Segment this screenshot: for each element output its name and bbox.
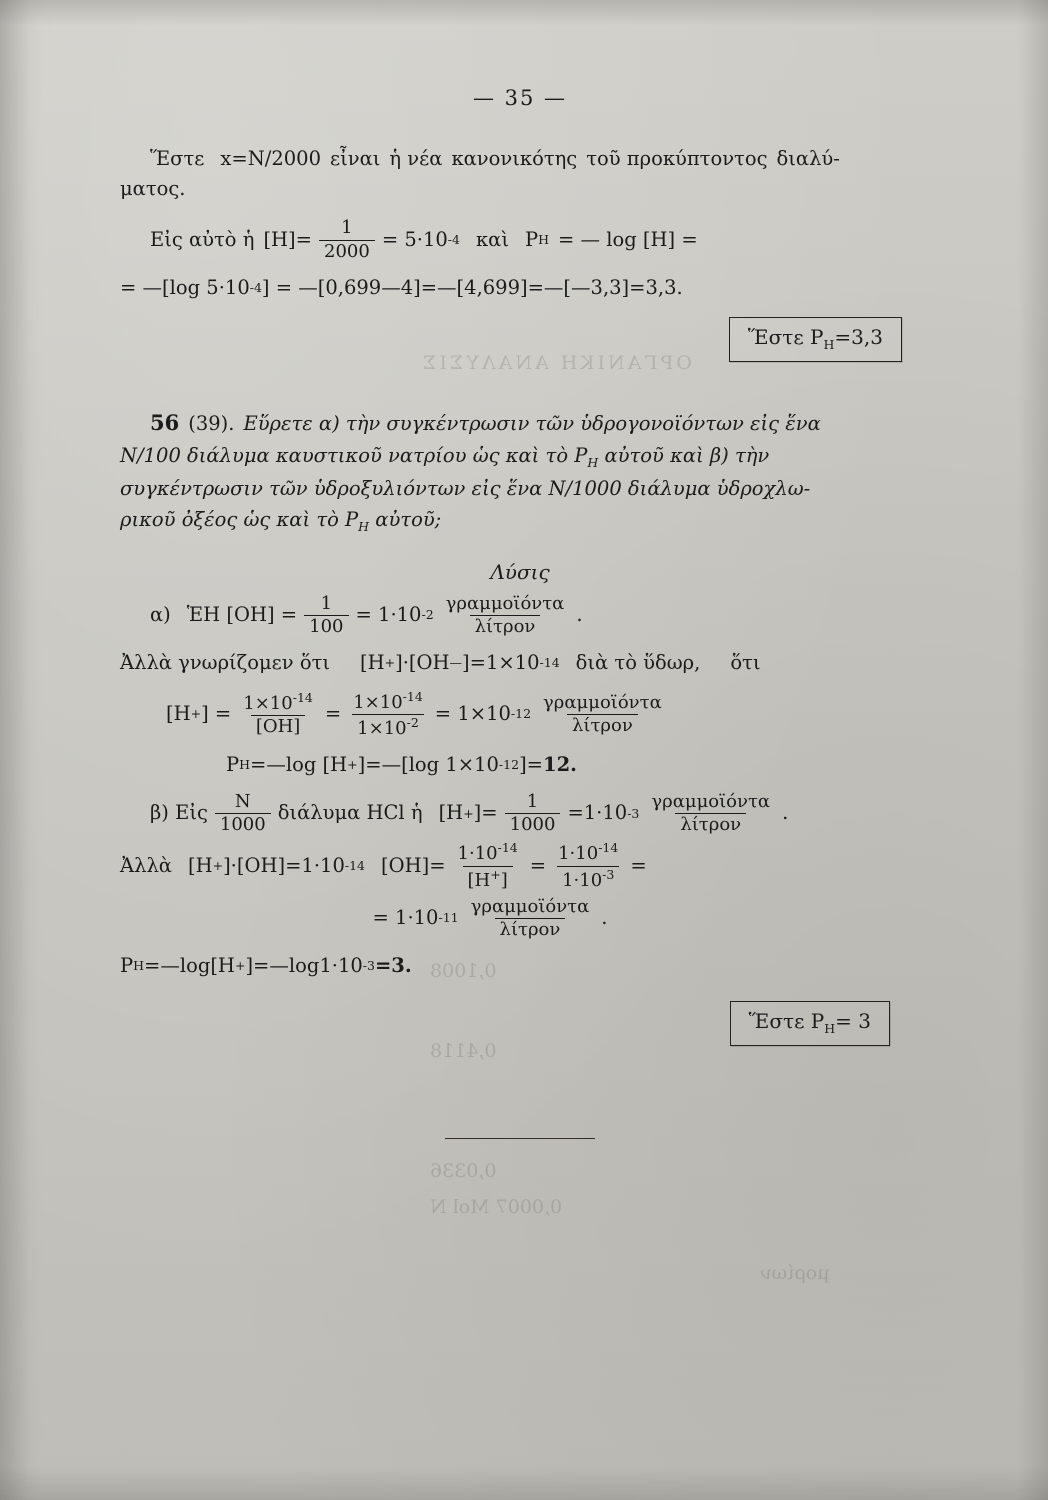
calc1-line2 bbox=[120, 268, 920, 309]
problem-text-1: Εὕρετε α) τὴν συγκέντρωσιν τῶν ὑδρογονοϊόντων εἰς ἕνα bbox=[243, 411, 821, 435]
solution-b-fraction-3-num bbox=[553, 841, 623, 865]
intro-paragraph bbox=[120, 144, 920, 204]
solution-a-fraction-1-den: 100 bbox=[304, 615, 348, 637]
solution-a-fraction-1-num: 1 bbox=[320, 592, 333, 614]
calc1-fraction-numerator: 1 bbox=[341, 217, 353, 239]
solution-a-ph-rest: =—log [H bbox=[250, 753, 348, 777]
solution-b-fraction-2-num-base: 1·10 bbox=[457, 843, 498, 865]
solution-b-expr: [H bbox=[438, 801, 464, 825]
result-box-value: =3,3 bbox=[834, 324, 883, 349]
solution-b-l3-eq: = 1·10 bbox=[372, 905, 439, 929]
solution-b-units-2-num: γραμμοϊόντα bbox=[470, 895, 590, 917]
solution-a-expr-1-sup3: -14 bbox=[539, 655, 560, 671]
result-box-ph-3 bbox=[730, 1001, 890, 1046]
solution-a-ph-rest3: ]= bbox=[519, 753, 544, 777]
solution-a-eq-mid: = bbox=[324, 702, 342, 725]
solution-b-fraction-2-num bbox=[453, 841, 523, 865]
solution-a-ph: P bbox=[226, 753, 240, 777]
solution-b-tag: β) Εἰς bbox=[150, 801, 208, 825]
solution-a-h-lead-sup: + bbox=[190, 706, 202, 722]
solution-b-fraction-3-num-base: 1·10 bbox=[558, 843, 599, 865]
solution-a-result: 12. bbox=[543, 753, 577, 777]
solution-a-expr-1-sup2: — bbox=[449, 655, 463, 671]
solution-b-l2c: [OH]= bbox=[381, 853, 446, 877]
solution-b-ph-sup: + bbox=[234, 958, 246, 974]
solution-b-normality-den: 1000 bbox=[215, 813, 271, 835]
solution-b-expr-b: ]= bbox=[473, 801, 498, 825]
problem-reference: (39). bbox=[188, 411, 235, 435]
solution-b-l2b: ]·[OH]=1·10 bbox=[223, 853, 345, 877]
page-shadow-top bbox=[0, 0, 1048, 26]
solution-b-fraction-3-den-sup: -3 bbox=[602, 866, 615, 882]
solution-a-eq-1: = 1·10 bbox=[355, 602, 422, 626]
solution-b-fraction-1 bbox=[505, 792, 561, 835]
problem-statement bbox=[120, 406, 920, 538]
solution-b-fraction-3-den bbox=[557, 866, 619, 891]
problem-text-4: ρικοῦ ὀξέος ὡς καὶ τὸ P bbox=[120, 508, 359, 532]
solution-b-ph-sup2: -3 bbox=[362, 958, 375, 974]
solution-a-units-2 bbox=[538, 693, 667, 736]
calc1-kai: καὶ bbox=[475, 227, 509, 251]
calc1-line2-rest: ] = —[0,699—4]=—[4,699]=—[—3,3]=3,3. bbox=[261, 275, 683, 299]
solution-b-line4 bbox=[120, 946, 920, 987]
solution-b-units-2-den: λίτρον bbox=[495, 918, 566, 940]
problem-text-4-sub: H bbox=[358, 519, 370, 535]
intro-x-value: x=N/2000 bbox=[220, 147, 321, 170]
solution-b-fraction-3-den-base: 1·10 bbox=[562, 869, 603, 891]
solution-a-fraction-3-num bbox=[348, 690, 428, 714]
solution-b-eq-sign: = bbox=[374, 954, 392, 977]
result-box-2-sub: H bbox=[824, 1020, 836, 1036]
solution-b-period-1: . bbox=[782, 801, 789, 825]
problem-text-3: συγκέντρωσιν τῶν ὑδροξυλιόντων εἰς ἕνα N/1000 διάλυμα ὑδροχλω- bbox=[120, 476, 811, 500]
solution-b-expr-sup: + bbox=[463, 805, 474, 821]
solution-b-fraction-1-num: 1 bbox=[526, 791, 539, 813]
result-box-sub: H bbox=[823, 336, 835, 352]
solution-a-expr-1: [H bbox=[360, 650, 385, 674]
solution-b-fraction-1-den: 1000 bbox=[505, 813, 561, 835]
solution-b-fraction-3-num-sup: -14 bbox=[598, 840, 619, 856]
result-box-2-value: = 3 bbox=[835, 1008, 871, 1033]
ghost-text-number-4: 0,0007 Mol N bbox=[430, 1196, 563, 1218]
solution-a-expr-1c: ]=1×10 bbox=[462, 650, 540, 674]
ghost-text-heading: ΟΡΓΑΝΙΚΗ ΑΝΑΛΥΣΙΣ bbox=[420, 352, 692, 374]
calc1-line1 bbox=[120, 218, 920, 261]
problem-number: 56 bbox=[150, 409, 180, 435]
solution-a-tag: α) bbox=[150, 602, 171, 626]
solution-b-l2a: [H bbox=[187, 853, 213, 877]
solution-a-line3 bbox=[120, 690, 920, 739]
solution-b-line1 bbox=[120, 792, 920, 835]
solution-a-line4 bbox=[120, 745, 920, 786]
solution-b-l2a-sup: + bbox=[212, 857, 224, 873]
solution-b-units-1-den: λίτρον bbox=[675, 813, 746, 835]
solution-b-eq-tail: = bbox=[630, 853, 647, 877]
solution-a-units-num: γραμμοϊόντα bbox=[445, 592, 565, 614]
solution-b-ph-rest2: ]=—log1·10 bbox=[245, 954, 363, 977]
calc1-line2-lead: = —[log 5·10 bbox=[120, 275, 250, 299]
solution-b-fraction-2-den-base: [H bbox=[467, 869, 491, 891]
result-box-label: Ἕστε P bbox=[747, 324, 824, 349]
solution-a-line2 bbox=[120, 643, 920, 684]
solution-a-alla: Ἀλλὰ γνωρίζομεν ὅτι bbox=[120, 650, 330, 674]
solution-b-units-1-num: γραμμοϊόντα bbox=[651, 791, 771, 813]
calc1-fraction bbox=[319, 218, 375, 261]
solution-a-ph-sub: H bbox=[239, 757, 251, 773]
solution-a-fraction-3-num-sup: -14 bbox=[402, 688, 423, 704]
page-shadow-left bbox=[0, 0, 42, 1500]
solution-b-line2 bbox=[120, 841, 920, 890]
solution-a-ph-sup: + bbox=[347, 757, 358, 773]
solution-b-period-2: . bbox=[601, 905, 608, 929]
result-box-2-label: Ἕστε P bbox=[748, 1008, 825, 1033]
solution-a-units-den: λίτρον bbox=[470, 615, 541, 637]
solution-a-expr-1-sup: + bbox=[384, 655, 396, 671]
solution-b-l3-sup: -11 bbox=[438, 910, 459, 926]
intro-matos: ματος. bbox=[120, 177, 186, 201]
solution-a-fraction-1 bbox=[304, 594, 348, 637]
page-number: — 35 — bbox=[472, 86, 568, 110]
solution-a-fraction-3-den bbox=[352, 714, 424, 739]
intro-dialy: διαλύ- bbox=[776, 147, 840, 170]
solution-a-tail-2: ὅτι bbox=[730, 650, 761, 674]
solution-a-eq-1-exponent: -2 bbox=[421, 607, 434, 623]
calc1-result-box-row bbox=[120, 317, 920, 362]
calc1-value: = 5·10 bbox=[381, 227, 448, 251]
solution-a-units-2-den: λίτρον bbox=[567, 714, 638, 736]
solution-a-eq-end: = 1×10 bbox=[434, 702, 511, 725]
calc1-value-exponent: -4 bbox=[447, 231, 460, 247]
solution-b-units-1 bbox=[646, 792, 775, 835]
problem-text-2: N/100 διάλυμα καυστικοῦ νατρίου ὡς καὶ τὸ P bbox=[120, 443, 588, 467]
solution-a-tail: διὰ τὸ ὕδωρ, bbox=[575, 650, 701, 674]
page-shadow-right bbox=[1018, 0, 1048, 1500]
calc1-ph-rest: = — log [H] = bbox=[558, 227, 698, 251]
problem-text-4-rest: αὐτοῦ; bbox=[369, 508, 442, 532]
solution-a-expr-1b: ]·[OH bbox=[395, 650, 450, 674]
calc1-line2-exponent: -4 bbox=[249, 280, 262, 296]
solution-a-ph-sup2: -12 bbox=[498, 757, 520, 773]
solution-a-oh-lead: ἙH [OH] = bbox=[186, 602, 298, 626]
solution-b-ph-sub: H bbox=[133, 958, 145, 974]
problem-text-2-sub: H bbox=[587, 454, 599, 470]
solution-b-fraction-2-den-close: ] bbox=[500, 869, 508, 891]
intro-kanonikotis: κανονικότης bbox=[451, 147, 578, 170]
page-shadow-bottom bbox=[0, 1466, 1048, 1500]
solution-b-l2b-sup: -14 bbox=[344, 857, 365, 873]
solution-a-line1 bbox=[120, 594, 920, 637]
solution-b-result-box-row bbox=[120, 1001, 920, 1046]
intro-oste: Ἕστε bbox=[150, 147, 205, 170]
calc1-lead: Εἰς αὐτὸ ἡ bbox=[150, 227, 255, 251]
solution-a-fraction-2-den: [OH] bbox=[251, 715, 306, 737]
section-divider-rule bbox=[445, 1138, 595, 1139]
solution-a-fraction-3-num-base: 1×10 bbox=[353, 691, 403, 713]
solution-b-line3 bbox=[120, 897, 920, 940]
solution-heading: Λύσις bbox=[490, 559, 550, 584]
solution-a-fraction-3-den-sup: -2 bbox=[406, 714, 419, 730]
solution-a-fraction-2-num-sup: -14 bbox=[292, 690, 313, 706]
calc1-h-bracket: [H]= bbox=[263, 227, 312, 251]
intro-einai: εἶναι bbox=[330, 147, 381, 170]
solution-b-fraction-2-num-sup: -14 bbox=[497, 840, 518, 856]
solution-b-normality-num: N bbox=[234, 791, 251, 813]
solution-b-eq-1: =1·10 bbox=[567, 801, 628, 825]
solution-b-fraction-3 bbox=[553, 841, 623, 890]
solution-b-eq-mid: = bbox=[529, 853, 547, 877]
solution-b-fraction-2 bbox=[453, 841, 523, 890]
solution-a-period: . bbox=[576, 602, 583, 626]
page-content bbox=[120, 86, 920, 1139]
intro-nea: ἡ νέα bbox=[389, 147, 443, 170]
solution-b-eq-1-sup: -3 bbox=[627, 805, 640, 821]
intro-prokyptontos: τοῦ προκύπτοντος bbox=[586, 147, 768, 170]
solution-a-fraction-2-num-base: 1×10 bbox=[243, 693, 293, 715]
solution-a-h-lead: [H bbox=[166, 702, 191, 725]
calc1-ph-subscript: H bbox=[538, 231, 550, 247]
solution-b-units-2 bbox=[466, 897, 595, 940]
solution-a-fraction-3 bbox=[348, 690, 428, 739]
solution-a-units bbox=[441, 594, 570, 637]
solution-a-eq-end-sup: -12 bbox=[510, 706, 532, 722]
solution-b-mid: διάλυμα HCl ἡ bbox=[277, 801, 423, 825]
solution-b-fraction-2-den bbox=[463, 866, 513, 891]
ghost-text-word: μορίων bbox=[760, 1262, 830, 1284]
ghost-text-number-3: 0,0336 bbox=[430, 1160, 497, 1182]
calc1-fraction-denominator: 2000 bbox=[319, 240, 375, 262]
solution-b-normality-fraction bbox=[215, 792, 271, 835]
result-box-ph-3-3 bbox=[729, 317, 902, 362]
solution-a-fraction-3-den-base: 1×10 bbox=[357, 717, 407, 739]
solution-a-h-lead-b: ] = bbox=[201, 702, 232, 725]
solution-b-result: 3. bbox=[391, 954, 412, 977]
solution-a-ph-rest2: ]=—[log 1×10 bbox=[357, 753, 499, 777]
solution-a-fraction-2 bbox=[238, 691, 318, 737]
solution-b-fraction-2-den-sup: + bbox=[490, 866, 501, 882]
solution-a-units-2-num: γραμμοϊόντα bbox=[543, 691, 662, 713]
solution-a-fraction-2-num bbox=[238, 691, 318, 715]
ghost-text-number-1: 0,1008 bbox=[430, 960, 497, 982]
ghost-text-number-2: 0,4118 bbox=[430, 1040, 497, 1062]
solution-b-alla: Ἀλλὰ bbox=[120, 853, 172, 877]
calc1-ph: P bbox=[524, 227, 539, 251]
problem-text-2-rest: αὐτοῦ καὶ β) τὴν bbox=[598, 443, 770, 467]
solution-b-ph-rest: =—log[H bbox=[144, 954, 235, 977]
solution-b-ph: P bbox=[120, 954, 134, 977]
